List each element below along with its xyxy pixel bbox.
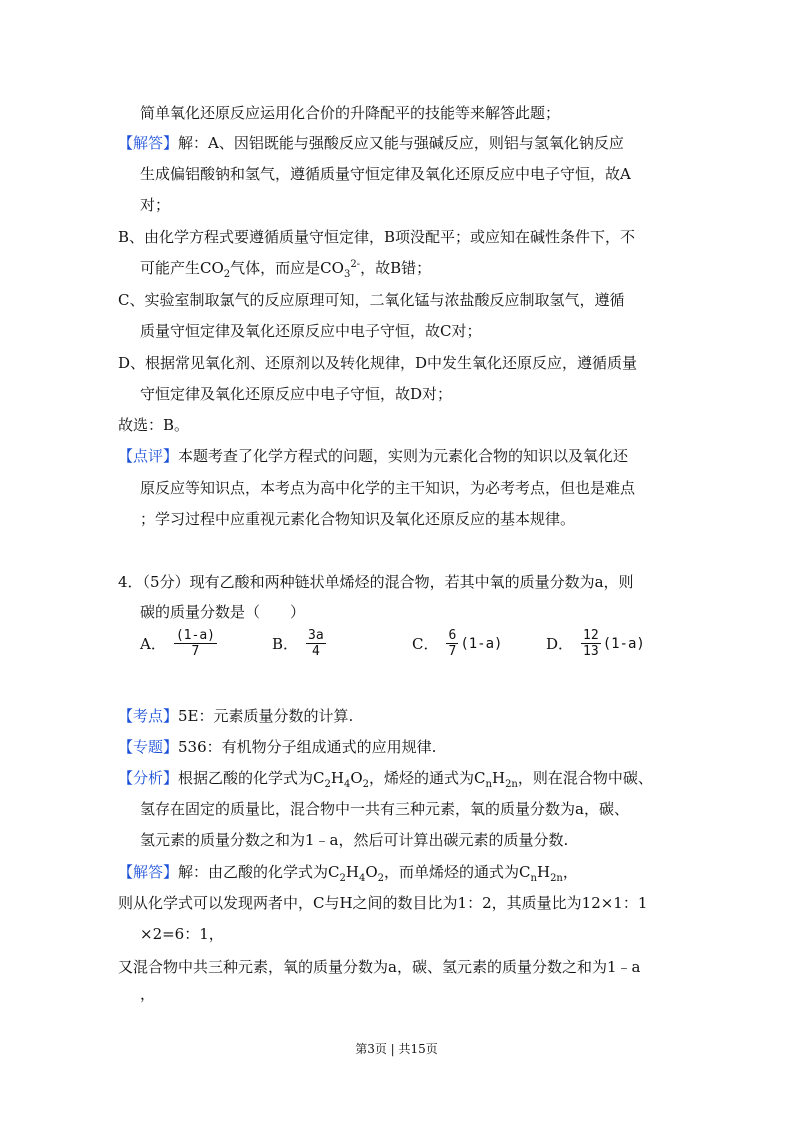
solution-tag: 【解答】 [118,134,179,152]
option-c [412,628,502,659]
option-a-label: A． [140,635,166,653]
option-b [272,628,326,659]
analysis-line-3: 氢元素的质量分数之和为1﹣a，然后可计算出碳元素的质量分数. [140,831,569,849]
option-d-fraction: $\frac{12}{13}$ [583,628,599,659]
option-c-fraction: $\frac{6}{7}$ [448,628,457,659]
question-4-line-1: 4．（5分）现有乙酸和两种链状单烯烃的混合物，若其中氧的质量分数为a，则 [118,573,634,591]
option-c-label: C． [412,635,439,653]
analysis-tail-line: 简单氧化还原反应运用化合价的升降配平的技能等来解答此题； [140,104,561,122]
solution-line-3: 对； [140,196,171,214]
comment-line-1 [118,446,628,466]
q4-solution-line-3: ×2=6：1， [140,925,224,943]
comment-line-3: ；学习过程中应重视元素化合物知识及氧化还原反应的基本规律。 [140,510,576,528]
option-a-fraction: $\frac{(1-a)}{7}$ [175,628,215,659]
comment-text-1: 本题考查了化学方程式的问题，实则为元素化合物的知识以及氧化还 [178,447,629,465]
solution-line-2: 生成偏铝酸钠和氢气，遵循质量守恒定律及氧化还原反应中电子守恒，故A [140,165,631,183]
solution-b-line-2: 可能产生$CO_2$气体，而应是$CO_3^{2-}$，故B错； [140,259,432,280]
analysis-tag: 【分析】 [118,769,179,787]
q4-solution-line-2: 则从化学式可以发现两者中，C与H之间的数目比为1：2，其质量比为12×1：1 [118,894,648,912]
solution-c-line-1: C、实验室制取氯气的反应原理可知，二氧化锰与浓盐酸反应制取氢气，遵循 [118,291,625,309]
option-c-tail: (1-a) [460,635,503,652]
q4-solution-line-5: ， [140,985,156,1003]
option-a [140,628,217,659]
solution-d-line-2: 守恒定律及氧化还原反应中电子守恒，故D对； [140,385,453,403]
q4-solution-tag: 【解答】 [118,863,179,881]
option-b-label: B． [272,635,299,653]
analysis-line-1: 【分析】根据乙酸的化学式为$C_2H_4O_2$，烯烃的通式为$C_nH_{2n}$，则在混合物中碳、 [118,769,653,790]
solution-choice: 故选：B。 [118,416,190,434]
page-footer: 第3页 | 共15页 [355,1042,438,1056]
q4-solution-line-1: 【解答】解：由乙酸的化学式为$C_2H_4O_2$，而单烯烃的通式为$C_nH_{2n}$， [118,863,578,884]
solution-d-line-1: D、根据常见氧化剂、还原剂以及转化规律，D中发生氧化还原反应，遵循质量 [118,354,638,372]
solution-line-1 [118,133,624,153]
option-d [546,628,645,659]
option-d-tail: (1-a) [602,635,645,652]
solution-text-1: 解：A、因铝既能与强酸反应又能与强碱反应，则铝与氢氧化钠反应 [178,134,624,152]
solution-c-line-2: 质量守恒定律及氧化还原反应中电子守恒，故C对； [140,322,482,340]
topic-tag: 【专题】 [118,738,179,756]
analysis-line-2: 氢存在固定的质量比，混合物中一共有三种元素，氧的质量分数为a，碳、 [140,800,629,818]
comment-line-2: 原反应等知识点，本考点为高中化学的主干知识，为必考考点，但也是难点 [140,479,636,497]
comment-tag: 【点评】 [118,447,179,465]
option-b-fraction: $\frac{3a}{4}$ [308,628,324,659]
option-d-label: D． [546,635,574,653]
q4-solution-line-4: 又混合物中共三种元素，氧的质量分数为a，碳、氢元素的质量分数之和为1﹣a [118,958,641,976]
solution-b-line-1: B、由化学方程式要遵循质量守恒定律，B项没配平；或应知在碱性条件下，不 [118,228,636,246]
knowledge-point: 【考点】5E：元素质量分数的计算. [118,707,354,725]
knowledge-point-tag: 【考点】 [118,707,179,725]
question-4-line-2: 碳的质量分数是（ ） [140,603,306,621]
topic: 【专题】536：有机物分子组成通式的应用规律. [118,738,437,756]
